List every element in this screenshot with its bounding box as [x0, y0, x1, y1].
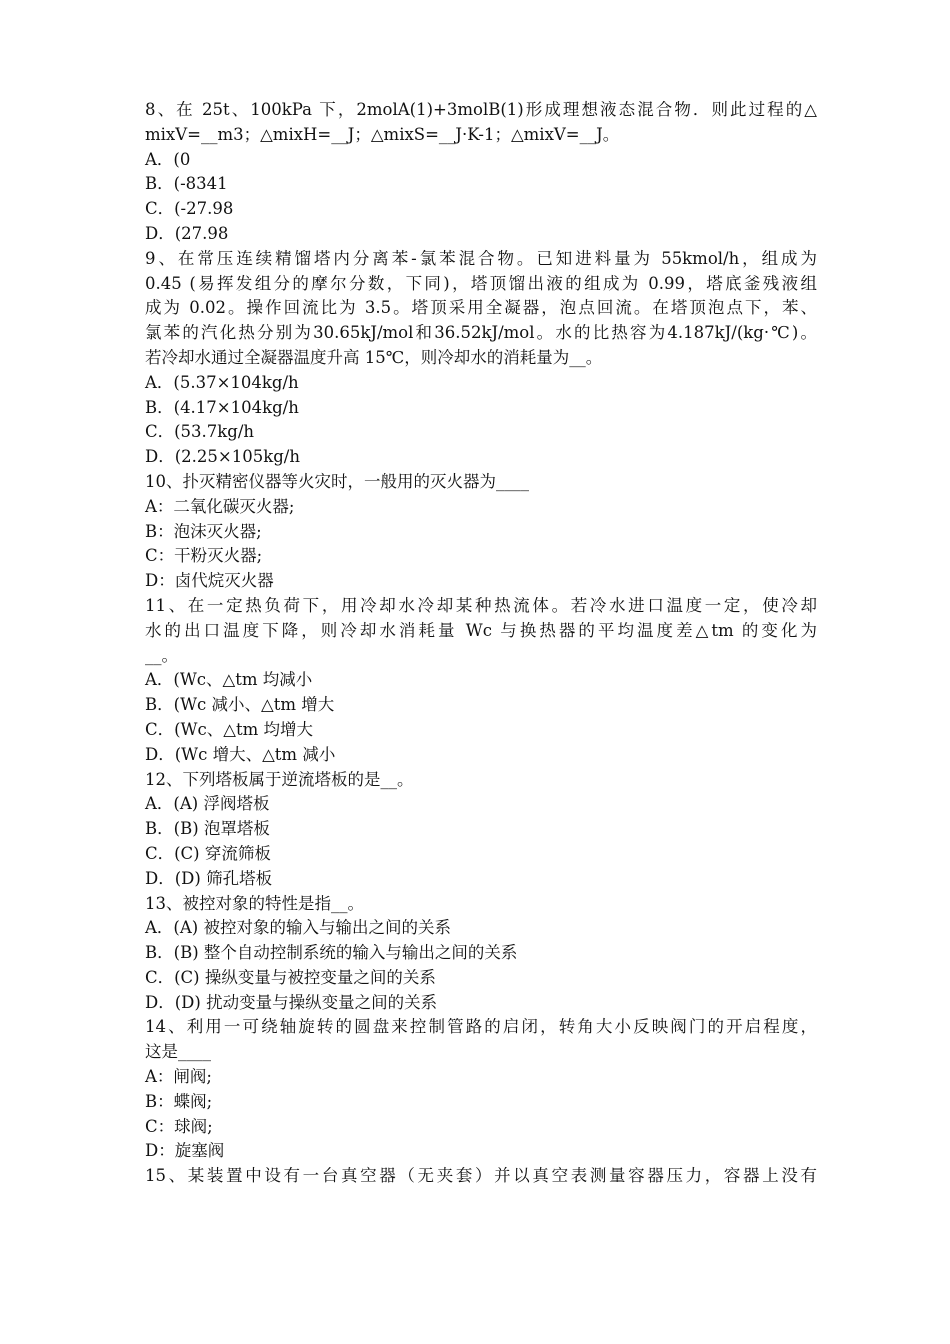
- question-stem-line: 9、在常压连续精馏塔内分离苯-氯苯混合物。已知进料量为 55kmol/h，组成为: [145, 248, 817, 268]
- question-stem-line: mixV=__m3；△mixH=__J；△mixS=__J·K-1；△mixV=__J。: [145, 124, 620, 144]
- question-stem-line: 若冷却水通过全凝器温度升高 15℃，则冷却水的消耗量为__。: [145, 347, 603, 367]
- option-c: C．(C) 操纵变量与被控变量之间的关系: [145, 967, 436, 987]
- option-a: A．(Wc、△tm 均减小: [145, 670, 313, 690]
- option-d: D：卤代烷灭火器: [145, 571, 274, 591]
- option-a: A：闸阀;: [145, 1067, 212, 1087]
- question-9: [145, 247, 817, 470]
- document-body: [145, 98, 817, 1189]
- option-b: B．(Wc 减小、△tm 增大: [145, 695, 335, 715]
- question-stem-line: 0.45 (易挥发组分的摩尔分数，下同)，塔顶馏出液的组成为 0.99，塔底釜残液组: [145, 273, 817, 293]
- option-a: A．(A) 被控对象的输入与输出之间的关系: [145, 918, 451, 938]
- option-d: D．(27.98: [145, 223, 229, 243]
- option-b: B：蝶阀;: [145, 1091, 213, 1111]
- question-11: [145, 594, 817, 768]
- question-12: [145, 768, 817, 892]
- option-c: C：球阀;: [145, 1116, 213, 1136]
- option-a: A．(A) 浮阀塔板: [145, 794, 270, 814]
- option-a: A：二氧化碳灭火器;: [145, 496, 295, 516]
- option-d: D：旋塞阀: [145, 1141, 225, 1161]
- question-stem-line: 12、下列塔板属于逆流塔板的是__。: [145, 769, 414, 789]
- question-8: [145, 98, 817, 247]
- option-c: C．(C) 穿流筛板: [145, 843, 271, 863]
- question-stem-line: __。: [145, 645, 178, 665]
- question-stem-line: 这是____: [145, 1042, 211, 1062]
- option-c: C．(-27.98: [145, 199, 234, 219]
- question-stem-line: 成为 0.02。操作回流比为 3.5。塔顶采用全凝器，泡点回流。在塔顶泡点下，苯、: [145, 298, 817, 318]
- option-c: C：干粉灭火器;: [145, 546, 263, 566]
- option-b: B．(B) 整个自动控制系统的输入与输出之间的关系: [145, 943, 518, 963]
- option-b: B．(B) 泡罩塔板: [145, 819, 270, 839]
- option-b: B．(4.17×104kg/h: [145, 397, 299, 417]
- question-stem-line: 11、在一定热负荷下，用冷却水冷却某种热流体。若冷水进口温度一定，使冷却: [145, 595, 817, 615]
- option-b: B．(-8341: [145, 174, 228, 194]
- question-13: [145, 892, 817, 1016]
- option-d: D．(D) 筛孔塔板: [145, 868, 273, 888]
- question-stem-line: 水的出口温度下降，则冷却水消耗量 Wc 与换热器的平均温度差△tm 的变化为: [145, 620, 817, 640]
- question-14: [145, 1015, 817, 1164]
- option-b: B：泡沫灭火器;: [145, 521, 262, 541]
- question-10: [145, 470, 817, 594]
- question-15: [145, 1164, 817, 1189]
- option-a: A．(5.37×104kg/h: [145, 372, 299, 392]
- question-stem-line: 8、在 25t、100kPa 下，2molA(1)+3molB(1)形成理想液态混合物．则此过程的△: [145, 100, 817, 119]
- option-d: D．(2.25×105kg/h: [145, 447, 300, 467]
- question-stem-line: 15、某装置中设有一台真空器（无夹套）并以真空表测量容器压力，容器上没有: [145, 1166, 817, 1186]
- question-stem-line: 14、利用一可绕轴旋转的圆盘来控制管路的启闭，转角大小反映阀门的开启程度，: [145, 1017, 817, 1037]
- question-stem-line: 氯苯的汽化热分别为30.65kJ/mol和36.52kJ/mol。水的比热容为4.187kJ/(kg·℃)。: [145, 323, 817, 343]
- question-stem-line: 13、被控对象的特性是指__。: [145, 893, 364, 913]
- question-stem-line: 10、扑灭精密仪器等火灾时，一般用的灭火器为____: [145, 471, 529, 491]
- option-c: C．(53.7kg/h: [145, 422, 255, 442]
- option-c: C．(Wc、△tm 均增大: [145, 719, 313, 739]
- option-d: D．(D) 扰动变量与操纵变量之间的关系: [145, 992, 438, 1012]
- option-d: D．(Wc 增大、△tm 减小: [145, 744, 336, 764]
- option-a: A．(0: [145, 149, 191, 169]
